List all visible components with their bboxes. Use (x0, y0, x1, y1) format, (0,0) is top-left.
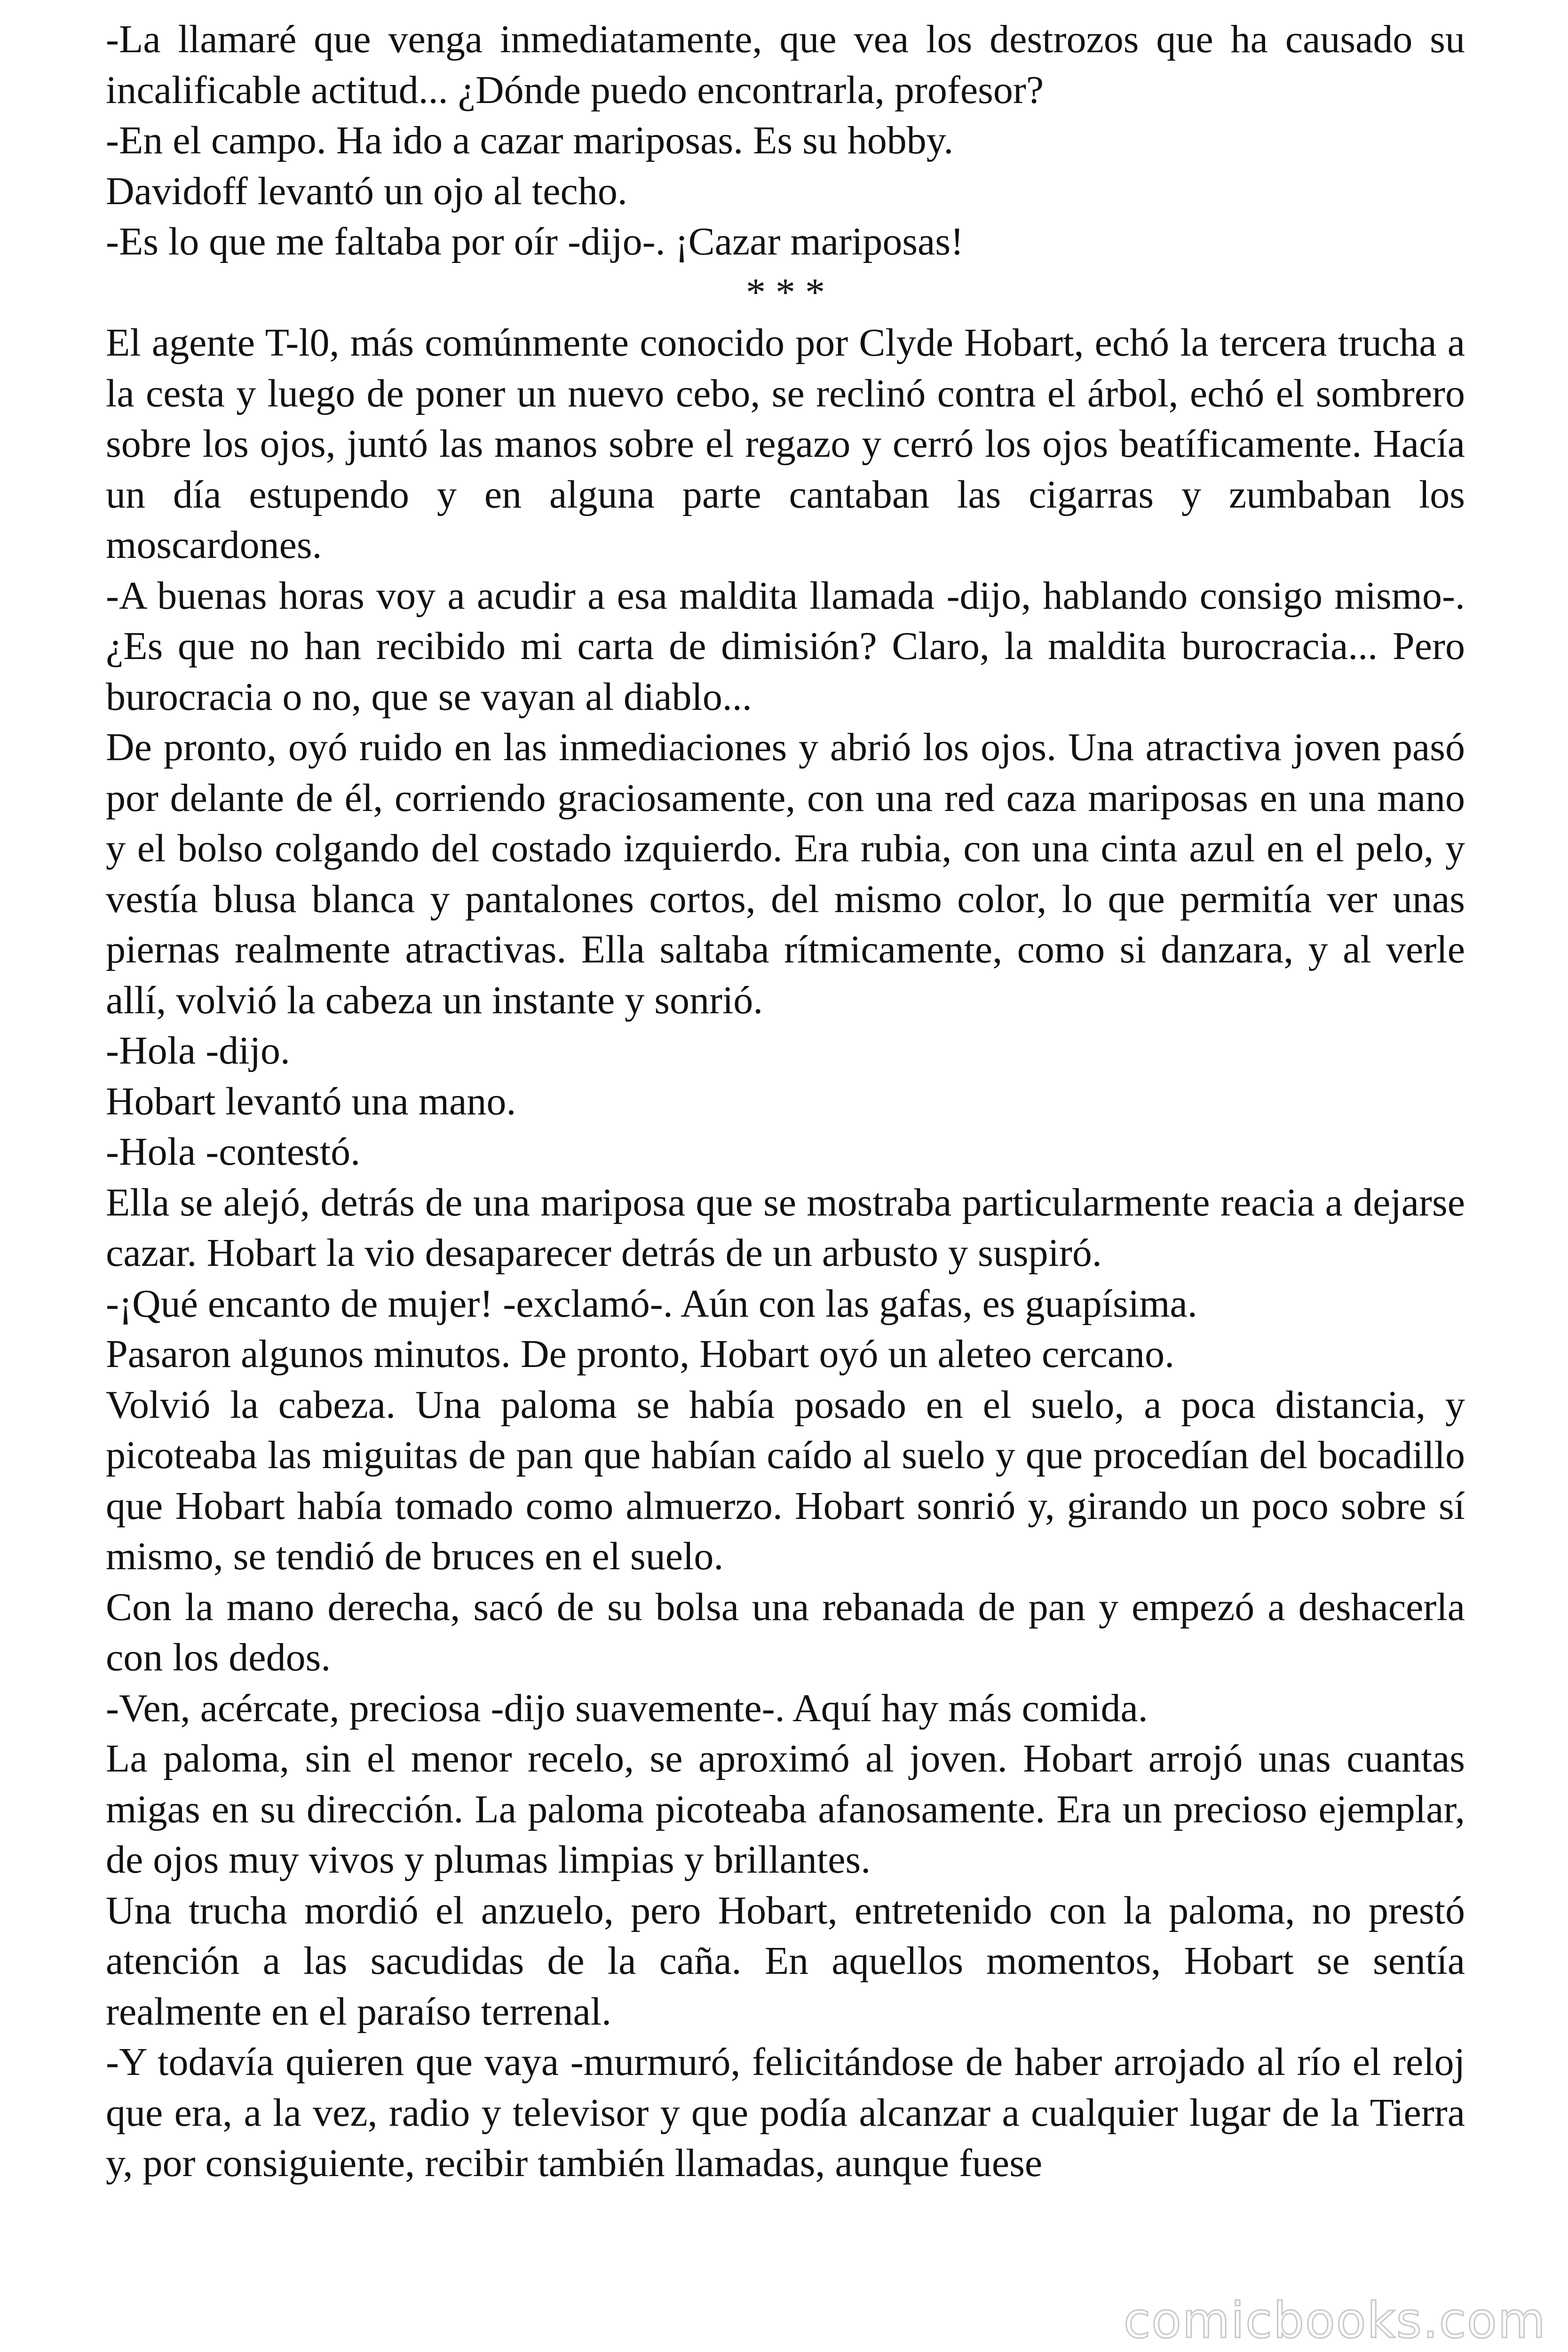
paragraph: -Hola -dijo. (106, 1029, 290, 1073)
paragraph: Una trucha mordió el anzuelo, pero Hobart, entretenido con la paloma, no prestó atención a las sacudidas de la caña. En aquellos momentos, Hobart se sentía realmente en el paraíso terrenal. (106, 1888, 1465, 2034)
paragraph: Ella se alejó, detrás de una mariposa que se mostraba particularmente reacia a dejarse cazar. Hobart la vio desaparecer detrás de un arbusto y suspiró. (106, 1180, 1465, 1275)
paragraph: -Es lo que me faltaba por oír -dijo-. ¡Cazar mariposas! (106, 220, 964, 263)
paragraph: -Ven, acércate, preciosa -dijo suavemente-. Aquí hay más comida. (106, 1686, 1148, 1730)
paragraph: Con la mano derecha, sacó de su bolsa una rebanada de pan y empezó a deshacerla con los dedos. (106, 1585, 1465, 1679)
paragraph: Hobart levantó una mano. (106, 1079, 516, 1123)
paragraph: -En el campo. Ha ido a cazar mariposas. Es su hobby. (106, 119, 954, 162)
paragraph: De pronto, oyó ruido en las inmediaciones y abrió los ojos. Una atractiva joven pasó por delante de él, corriendo graciosamente, con una red caza mariposas en una mano y el bolso colgando del costado izquierdo. Era rubia, con una cinta azul en el pelo, y vestía blusa blanca y pantalones cortos, del mismo color, lo que permitía ver unas piernas realmente atractivas. Ella saltaba rítmicamente, como si danzara, y al verle allí, volvió la cabeza un instante y sonrió. (106, 725, 1465, 1022)
paragraph: Davidoff levantó un ojo al techo. (106, 169, 627, 213)
paragraph: -A buenas horas voy a acudir a esa maldita llamada -dijo, hablando consigo mismo-. ¿Es que no han recibido mi carta de dimisión? Claro, la maldita burocracia... Pero burocracia o no, que se vayan al diablo... (106, 573, 1465, 719)
paragraph: Pasaron algunos minutos. De pronto, Hobart oyó un aleteo cercano. (106, 1332, 1175, 1376)
section-separator: * * * (746, 270, 825, 314)
paragraph: La paloma, sin el menor recelo, se aproximó al joven. Hobart arrojó unas cuantas migas en su dirección. La paloma picoteaba afanosamente. Era un precioso ejemplar, de ojos muy vivos y plumas limpias y brillantes. (106, 1737, 1465, 1882)
paragraph: El agente T-l0, más comúnmente conocido por Clyde Hobart, echó la tercera trucha a la cesta y luego de poner un nuevo cebo, se reclinó contra el árbol, echó el sombrero sobre los ojos, juntó las manos sobre el regazo y cerró los ojos beatíficamente. Hacía un día estupendo y en alguna parte cantaban las cigarras y zumbaban los moscardones. (106, 321, 1465, 567)
paragraph: Volvió la cabeza. Una paloma se había posado en el suelo, a poca distancia, y picoteaba las miguitas de pan que habían caído al suelo y que procedían del bocadillo que Hobart había tomado como almuerzo. Hobart sonrió y, girando un poco sobre sí mismo, se tendió de bruces en el suelo. (106, 1383, 1465, 1578)
text-column (106, 14, 1465, 2189)
paragraph: -Hola -contestó. (106, 1130, 361, 1174)
paragraph: -Y todavía quieren que vaya -murmuró, felicitándose de haber arrojado al río el reloj que era, a la vez, radio y televisor y que podía alcanzar a cualquier lugar de la Tierra y, por consiguiente, recibir también llamadas, aunque fuese (106, 2040, 1465, 2185)
paragraph: -¡Qué encanto de mujer! -exclamó-. Aún con las gafas, es guapísima. (106, 1281, 1197, 1326)
paragraph: -La llamaré que venga inmediatamente, que vea los destrozos que ha causado su incalificable actitud... ¿Dónde puedo encontrarla, profesor? (106, 17, 1465, 112)
watermark-logo: comicbooks.com (1121, 2292, 1549, 2349)
